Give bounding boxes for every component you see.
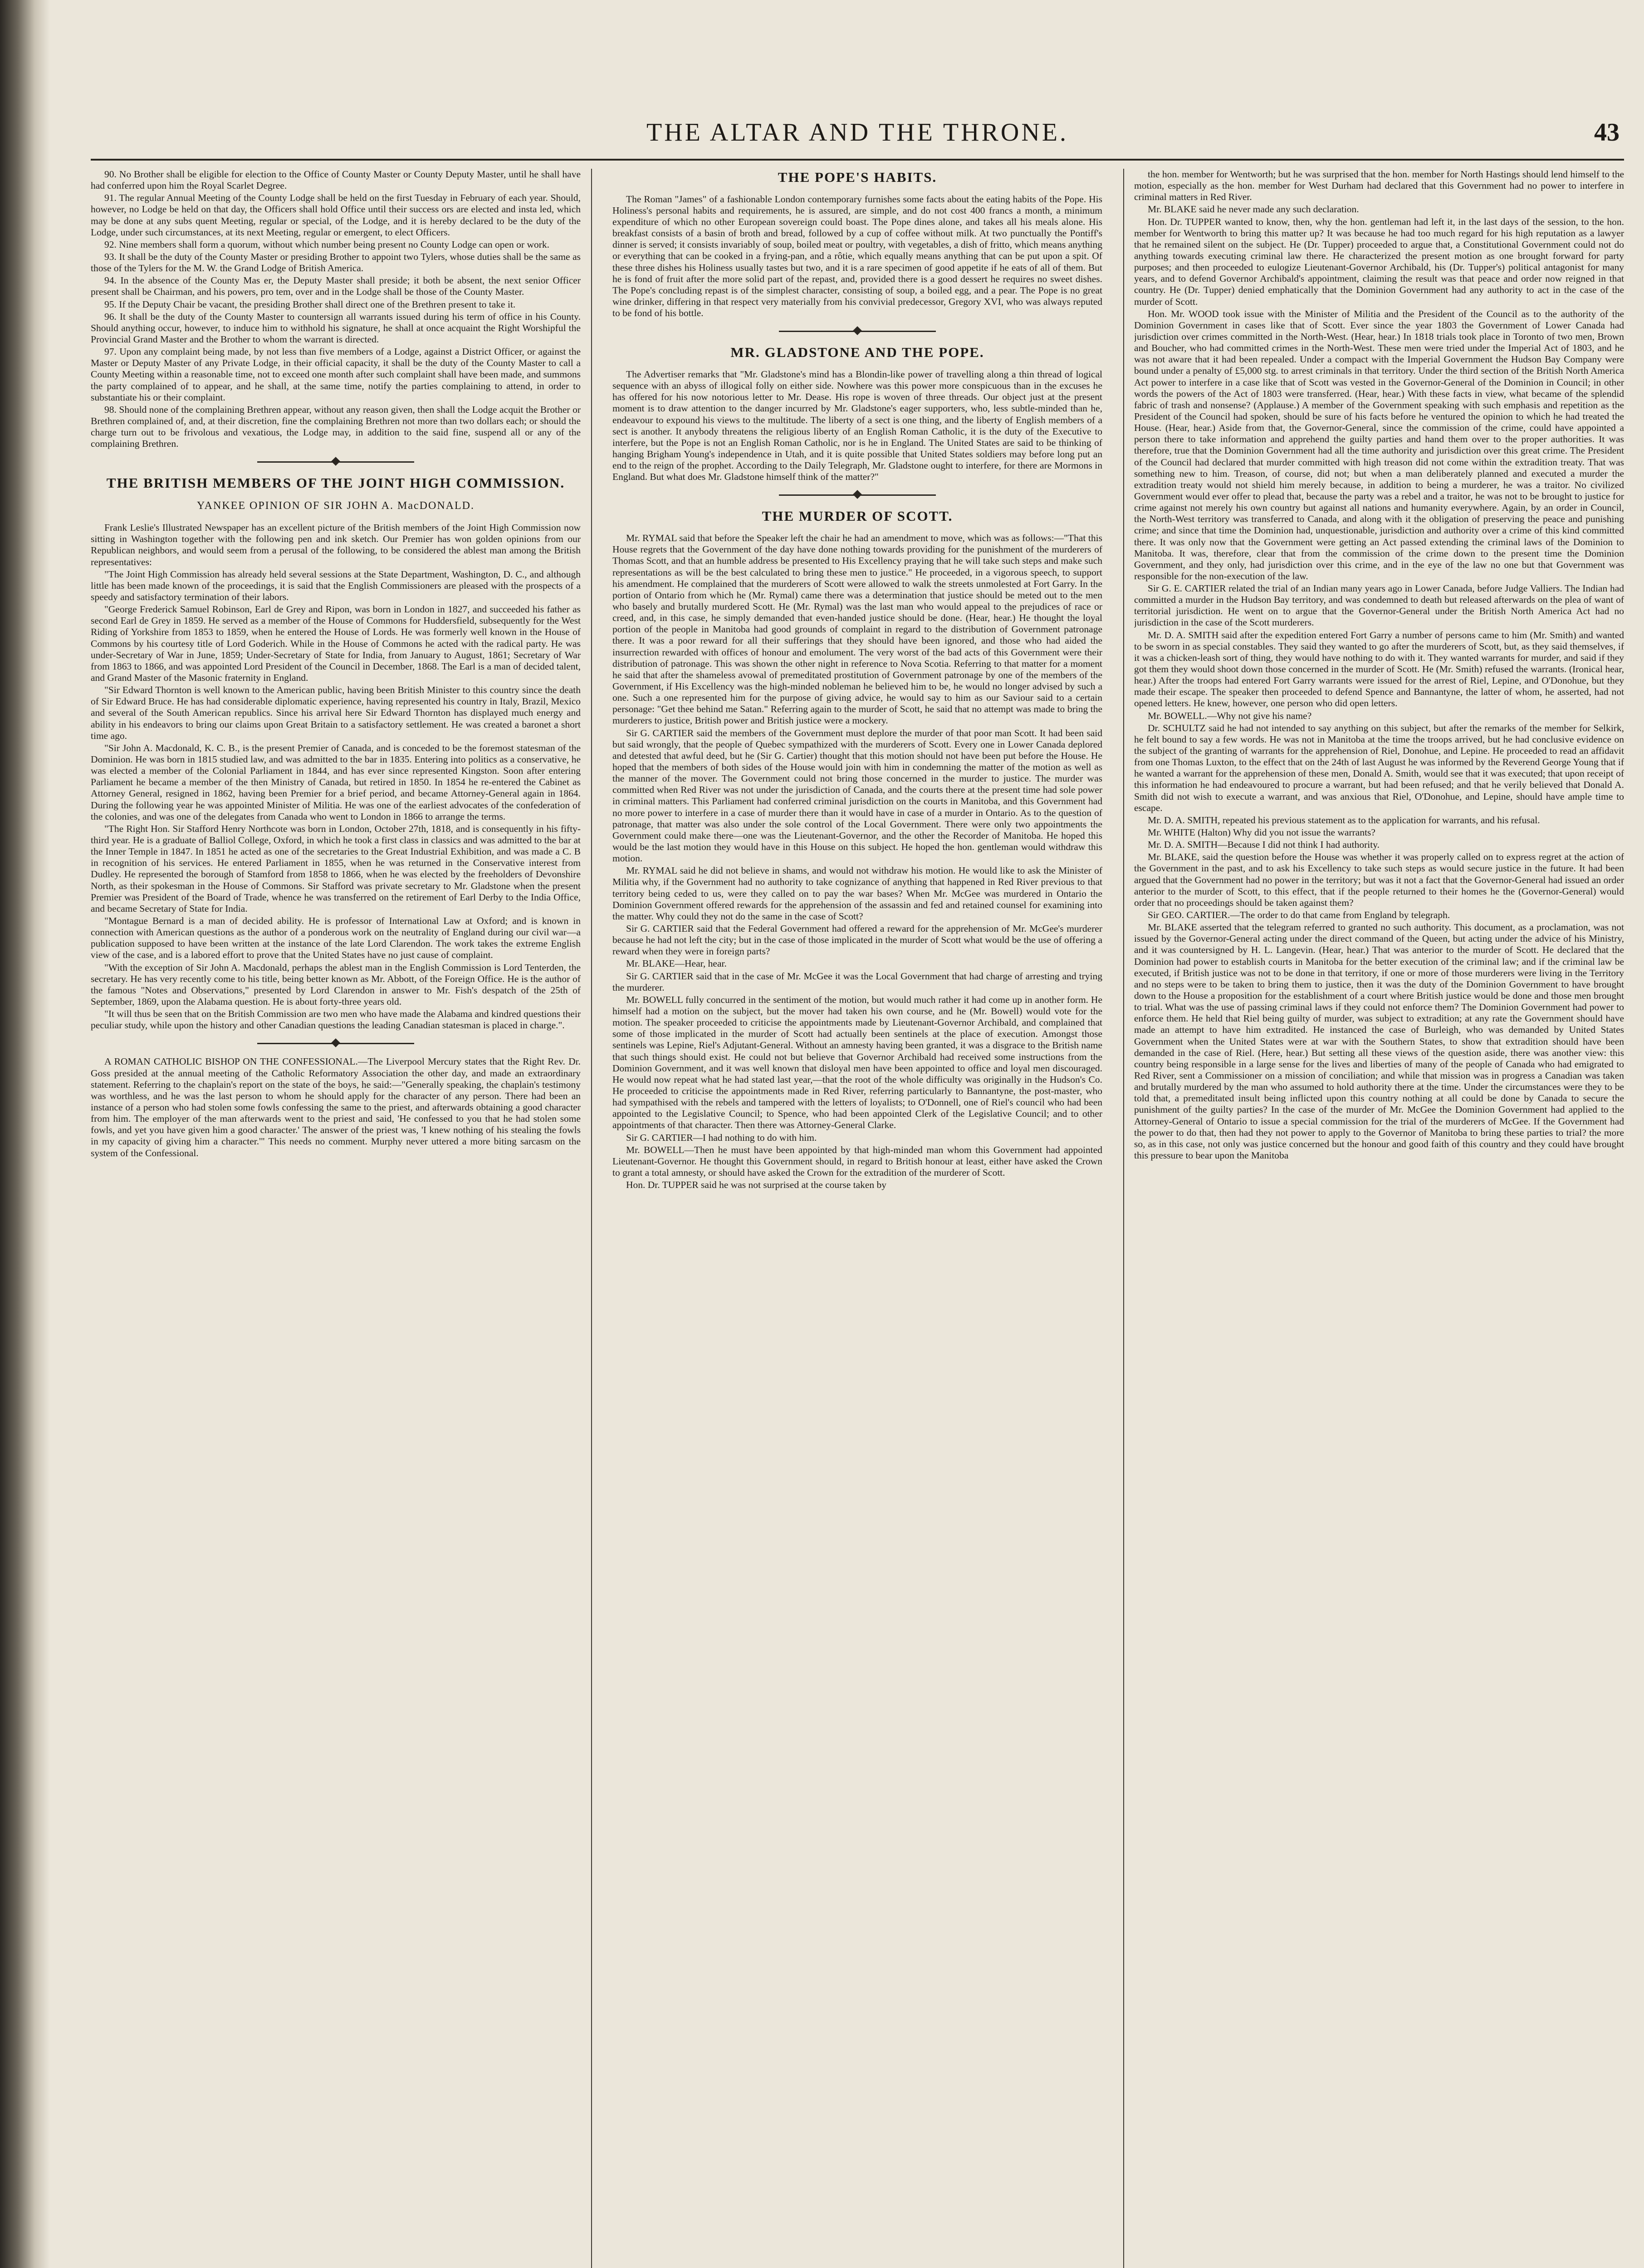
column-2 bbox=[612, 169, 1102, 2268]
paragraph: "Montague Bernard is a man of decided ability. He is professor of International Law at Oxford; and is known in connection with American questions as the author of a ponderous work on the neutrality of England during our civil war—a publication supposed to have been written at the instance of the late Lord Clarendon. The work takes the extreme English view of the case, and is a labored effort to prove that the United States have no just cause of complaint. bbox=[91, 915, 581, 961]
paragraph: 98. Should none of the complaining Brethren appear, without any reason given, then shall the Lodge acquit the Brother or Brethren complained of, and, at their discretion, fine the complaining Brethren not more than two dollars each; or should the charge turn out to be frivolous and vexatious, the Lodge may, in addition to the said fine, suspend all or any of the complaining Brethren. bbox=[91, 404, 581, 450]
columns bbox=[91, 169, 1624, 2268]
newspaper-page bbox=[91, 109, 1624, 2268]
paragraph: "The Joint High Commission has already held several sessions at the State Department, Washington, D. C., and although little has been made known of the proceedings, it is said that the English Commissioners are pleased with the prospects of a speedy and satisfactory termination of their labors. bbox=[91, 568, 581, 603]
paragraph: the hon. member for Wentworth; but he was surprised that the hon. member for North Hastings should lend himself to the motion, especially as the hon. member for West Durham had declared that this Government had no power to interfere in criminal matters in Red River. bbox=[1134, 169, 1624, 203]
article-subheading: YANKEE OPINION OF SIR JOHN A. MacDONALD. bbox=[197, 500, 475, 512]
paragraph: Hon. Mr. WOOD took issue with the Minister of Militia and the President of the Council as to the authority of the Dominion Government in cases like that of Scott. Ever since the year 1803 the Government of Lower Canada had jurisdiction over crimes committed in the North-West. (Hear, hear.) In 1818 trials took place in Toronto of two men, Brown and Boucher, who had committed crimes in the North-West. These men were tried under the Imperial Act of 1803, and he was not aware that it had been repealed. Under a compact with the Imperial Government the Hudson Bay Company were bound under a penalty of £5,000 stg. to arrest criminals in that territory. Under the third section of the British North America Act power to interfere in a case like that of Scott was vested in the Governor-General of the Dominion in Council; in other words the powers of the Act of 1803 were transferred. (Hear, hear.) With these facts in view, what became of the splendid fabric of trash and nonsense? (Applause.) A member of the Government speaking with such emphasis and repetition as the President of the Council had spoken, should be sure of his facts before he ventured the opinion to which he had treated the House. (Hear, hear.) Aside from that, the Governor-General, since the commission of the crime, could have appointed a person there to take information and apprehend the guilty parties and hand them over to the proper authorities. It was therefore, true that the Dominion Government had all the time authority and jurisdiction over this great crime. The President of the Council had declared that murder committed with high treason did not come within the extradition treaty. That was something new to him. Treason, of course, did not; but when a man deliberately planned and executed a murder the extradition treaty would not shield him merely because, in addition to being a murderer, he was a traitor. No civilized Government would ever offer to plead that, because the party was a rebel and a traitor, he was not to be brought to justice for crime against not merely his own country but against all nations and humanity everywhere. Again, by an order in Council, the North-West territory was transferred to Canada, and along with it the obligation of preserving the peace and punishing crime; and since that time the Dominion had, unquestionable, jurisdiction and authority over a crime of this kind committed there. It was only now that the Government were getting an Act passed extending the criminal laws of the Dominion to Manitoba. It was, therefore, clear that from the commission of the crime down to the present time the Dominion Government, and they only, had jurisdiction over this crime, and in the eye of the law no one but that Government was responsible for the non-execution of the law. bbox=[1134, 308, 1624, 582]
paragraph: "Sir Edward Thornton is well known to the American public, having been British Minister to this country since the death of Sir Edward Bruce. He has had considerable diplomatic experience, having represented his country in Italy, Brazil, Mexico and several of the South American republics. Since his arrival here Sir Edward Thornton has displayed much energy and ability in his endeavors to bring our claims upon Great Britain to a satisfactory settlement. He was created a baronet a short time ago. bbox=[91, 684, 581, 741]
paragraph: 91. The regular Annual Meeting of the County Lodge shall be held on the first Tuesday in February of each year. Should, however, no Lodge be held on that day, the Officers shall hold Office until their success ors are elected and insta led, which may be done at any subs quent Meeting, regular or special, of the Lodge, and it is hereby declared to be the duty of the Lodge, under such circumstances, at its next Meeting, regular or emergent, to elect Officers. bbox=[91, 192, 581, 238]
article-heading: THE MURDER OF SCOTT. bbox=[762, 508, 953, 524]
section-divider bbox=[257, 1043, 414, 1044]
paragraph: "It will thus be seen that on the British Commission are two men who have made the Alabama and kindred questions their peculiar study, while upon the history and other Canadian questions the leading Canadian statesman is placed in charge.". bbox=[91, 1008, 581, 1031]
paragraph: Mr. D. A. SMITH—Because I did not think I had authority. bbox=[1148, 839, 1380, 850]
paragraph: Mr. BLAKE—Hear, hear. bbox=[626, 958, 727, 969]
paragraph: 90. No Brother shall be eligible for election to the Office of County Master or County Deputy Master, until he shall have had conferred upon him the Royal Scarlet Degree. bbox=[91, 169, 581, 191]
paragraph: 95. If the Deputy Chair be vacant, the presiding Brother shall direct one of the Brethren present to take it. bbox=[104, 298, 516, 310]
paragraph: Mr. BOWELL—Then he must have been appointed by that high-minded man whom this Government had appointed Lieutenant-Governor. He thought this Government should, in regard to British honour at least, either have asked the Crown to grant a total amnesty, or should have asked the Crown for the extradition of the murderer of Scott. bbox=[612, 1144, 1102, 1178]
page-number: 43 bbox=[1594, 118, 1620, 147]
paragraph: "George Frederick Samuel Robinson, Earl de Grey and Ripon, was born in London in 1827, and succeeded his father as second Earl de Grey in 1859. He served as a member of the House of Commons for Huddersfield, subsequently for the West Riding of Yorkshire from 1853 to 1859, when he entered the House of Lords. He was formerly well known in the House of Commons by his courtesy title of Lord Goderich. While in the House of Commons he acted with the radical party. He was under-Secretary of War in June, 1859; Under-Secretary of State for India, from January to August, 1861; Secretary of War from 1863 to 1866, and was appointed Lord President of the Council in December, 1868. The Earl is a man of decided talent, and Grand Master of the Masonic fraternity in England. bbox=[91, 604, 581, 684]
paragraph: 97. Upon any complaint being made, by not less than five members of a Lodge, against a District Officer, or against the Master or Deputy Master of any Private Lodge, in their official capacity, it shall be the duty of the County Master to call a County Meeting within a reasonable time, not to exceed one month after such complaint shall have been made, and summons the party complained of to appear, and he shall, at the same time, notify the parties complaining to attend, in order to substantiate his or their complaint. bbox=[91, 346, 581, 403]
paragraph: 93. It shall be the duty of the County Master or presiding Brother to appoint two Tylers, whose duties shall be the same as those of the Tylers for the M. W. the Grand Lodge of British America. bbox=[91, 251, 581, 274]
article-heading: THE BRITISH MEMBERS OF THE JOINT HIGH COMMISSION. bbox=[106, 475, 565, 491]
paragraph: Mr. BOWELL fully concurred in the sentiment of the motion, but would much rather it had come up in another form. He himself had a motion on the subject, but the mover had taken his own course, and he (Mr. Bowell) would vote for the motion. The speaker proceeded to criticise the appointments made by Lieutenant-Governor Archibald, and complained that some of those implicated in the murder of Scott had actually been sentinels at the place of execution. Amongst those sentinels was Lepine, Riel's Adjutant-General. Without an amnesty having been granted, it was a disgrace to the British name that such things should exist. He could not but believe that Governor Archibald had received some instructions from the Dominion Government, and it was well known that disloyal men have been appointed to office and loyal men discouraged. He would now repeat what he had stated last year,—that the root of the whole difficulty was originally in the Hudson's Co. He proceeded to criticise the appointments made in Red River, referring particularly to Bannantyne, the post-master, who had sympathised with the rebels and tampered with the letters of loyalists; to O'Donnell, one of Riel's council who had been appointed to the Legislative Council; to Spence, who had been appointed Clerk of the Legislative Council; and to other appointments of that character. Then there was Attorney-General Clarke. bbox=[612, 994, 1102, 1131]
column-3 bbox=[1134, 169, 1624, 2268]
paragraph: Mr. D. A. SMITH, repeated his previous statement as to the application for warrants, and his refusal. bbox=[1148, 814, 1540, 826]
paragraph: 92. Nine members shall form a quorum, without which number being present no County Lodge can open or work. bbox=[104, 239, 550, 250]
paragraph: Mr. BLAKE said he never made any such declaration. bbox=[1148, 204, 1359, 215]
paragraph: Mr. BLAKE, said the question before the House was whether it was properly called on to express regret at the action of the Government in the past, and to ask his Excellency to take such steps as would secure justice in the future. It had been argued that the Government had no power in the territory; but was it not a fact that the Governor-General had issued an order anterior to the murder of Scott, to this effect, that if the people returned to their homes he the (Governor-General) would order that no proceedings should be taken against them? bbox=[1134, 851, 1624, 908]
page-header bbox=[91, 109, 1624, 161]
paragraph: Dr. SCHULTZ said he had not intended to say anything on this subject, but after the remarks of the member for Selkirk, he felt bound to say a few words. He was not in Manitoba at the time the troops arrived, but he had conclusive evidence on the subject of the granting of warrants for the apprehension of Riel, Donohue, and Lepine. He proceeded to read an affidavit from one Thomas Luxton, to the effect that on the 24th of last August he was informed by the Reverend George Young that if he wanted a warrant for the apprehension of these men, Donald A. Smith, would see that it was executed; that upon receipt of this information he had endeavoured to procure a warrant, but had been refused; and that he verily believed that Donald A. Smith did not wish to execute a warrant, and was anxious that Riel, O'Donohue, and Lepine, should have ample time to escape. bbox=[1134, 722, 1624, 813]
column-1 bbox=[91, 169, 581, 2268]
paragraph: Mr. BOWELL.—Why not give his name? bbox=[1148, 710, 1312, 721]
paragraph: Sir G. CARTIER said that the Federal Government had offered a reward for the apprehension of Mr. McGee's murderer because he had not left the city; but in the case of those implicated in the murder of Scott what would be the use of offering a reward when they were in foreign parts? bbox=[612, 923, 1102, 957]
paragraph: A ROMAN CATHOLIC BISHOP ON THE CONFESSIONAL.—The Liverpool Mercury states that the Right Rev. Dr. Goss presided at the annual meeting of the Catholic Reformatory Association the other day, and made an extraordinary statement. Referring to the chaplain's report on the state of the boys, he said:—"Generally speaking, the chaplain's testimony was worthless, and he was the last person to whom he should apply for the character of any person. There had been an instance of a person who had stolen some fowls confessing the same to the priest, and afterwards obtaining a good character from him. The employer of the man afterwards went to the priest and said, 'He confessed to you that he had stolen some fowls, and yet you have given him a good character.' The answer of the priest was, 'I knew nothing of his stealing the fowls in my capacity of giving him a character.'" This needs no comment. Murphy never uttered a more biting sarcasm on the system of the Confessional. bbox=[91, 1056, 581, 1158]
paragraph: 96. It shall be the duty of the County Master to countersign all warrants issued during his term of office in his County. Should anything occur, however, to induce him to withhold his signature, he shall at once acquaint the Right Worshipful the Provincial Grand Master and the Brother to whom the warrant is directed. bbox=[91, 311, 581, 345]
paragraph: "The Right Hon. Sir Stafford Henry Northcote was born in London, October 27th, 1818, and is consequently in his fifty-third year. He is a graduate of Balliol College, Oxford, in which he took a first class in classics and was admitted to the bar at the Inner Temple in 1847. In 1851 he acted as one of the secretaries to the Great Industrial Exhibition, and was made a C. B in recognition of his services. He entered Parliament in 1855, when he was returned in the Conservative interest from Dudley. He represented the borough of Stamford from 1858 to 1866, when he was elected by the freeholders of Devonshire North, as their spokesman in the House of Commons. Sir Stafford was private secretary to Mr. Gladstone when the present Premier was President of the Board of Trade, whence he was transferred on the retirement of Earl Derby to the India Office, and became Secretary of State for India. bbox=[91, 823, 581, 914]
paragraph: Mr. WHITE (Halton) Why did you not issue the warrants? bbox=[1148, 827, 1375, 838]
running-title: THE ALTAR AND THE THRONE. bbox=[646, 118, 1068, 147]
paragraph: Sir G. CARTIER said that in the case of Mr. McGee it was the Local Government that had charge of arresting and trying the murderer. bbox=[612, 970, 1102, 993]
section-divider bbox=[779, 331, 936, 332]
paragraph: Sir GEO. CARTIER.—The order to do that came from England by telegraph. bbox=[1148, 909, 1450, 920]
paragraph: Mr. BLAKE asserted that the telegram referred to granted no such authority. This document, as a proclamation, was not issued by the Governor-General acting under the direct command of the Queen, but acting under the advice of his Ministry, and it was countersigned by H. L. Langevin. (Hear, hear.) That was anterior to the murder of Scott. He declared that the Dominion had power to establish courts in Manitoba for the better execution of the criminal law; and if the criminal law be executed, if British justice was not to be done in that territory, if one or more of those murderers were living in the Territory and no steps were to be taken to bring them to justice, then it was the duty of the Dominion Government to have brought down to the House a proposition for the establishment of a court where British justice would be done and those men brought to trial. What was the use of passing criminal laws if they could not enforce them? The Dominion Government had power to enforce them. He held that Riel being guilty of murder, was subject to extradition; at any rate the Government should have made an attempt to have him extradited. He instanced the case of Burleigh, who was demanded by United States Government when the United States were at war with the Southern States, to show that extradition should have been demanded in the case of Riel. (Here, hear.) But setting all these views of the question aside, there was another view: this country being responsible in a large sense for the lives and liberties of many of the people of Canada who had emigrated to Red River, sent a Commissioner on a mission of conciliation; and while that mission was in progress a Canadian was taken and brutally murdered by the man who assumed to hold authority there at the time. Under the circumstances were they to be told that, a premeditated insult being inflicted upon this country nothing at all could be done by Canada to secure the punishment of the guilty parties? In the case of the murder of Mr. McGee the Dominion Government had applied to the Attorney-General of Ontario to issue a special commission for the trial of the murderers of McGee. If the Government had the power to do that, then had they not power to apply to the Governor of Manitoba to bring these parties to trial? the more so, as in this case, not only was justice concerned but the honour and good faith of this country and they could have brought this pressure to bear upon the Manitoba bbox=[1134, 922, 1624, 1161]
paragraph: Sir G. CARTIER said the members of the Government must deplore the murder of that poor man Scott. It had been said but said wrongly, that the people of Quebec sympathized with the murderers of Scott. Every one in Lower Canada deplored and detested that awful deed, but he (Sir G. Cartier) thought that this motion should not have been put before the House. He hoped that the members of both sides of the House would join with him in condemning the matter of the motion as well as the manner of the mover. The Government could not bring those concerned in the murder to justice. The murder was committed when Red River was not under the jurisdiction of Canada, and the courts there at the present time had sole power in criminal matters. This Parliament had conferred criminal jurisdiction on the courts in Manitoba, and this Government had no more power to interfere in a case of murder there than it would have in case of a murder in Ontario. As to the question of patronage, that matter was also under the sole control of the Local Government. There were only two appointments the Government could make there—one was the Lieutenant-Governor, and the other the Recorder of Manitoba. He hoped this would be the last motion they would have in this House on this subject. He hoped the hon. gentleman would withdraw this motion. bbox=[612, 727, 1102, 864]
binding-edge bbox=[0, 0, 50, 2268]
paragraph: "Sir John A. Macdonald, K. C. B., is the present Premier of Canada, and is conceded to be the foremost statesman of the Dominion. He was born in 1815 studied law, and was admitted to the bar in 1835. Entering into politics as a conservative, he was elected a member of the Colonial Parliament in 1844, and has ever since represented Kingston. Soon after entering Parliament he became a member of the then Ministry of Canada, but retired in 1850. In 1854 he re-entered the Cabinet as Attorney General, resigned in 1862, having been Premier for a brief period, and became Attorney-General again in 1864. During the following year he was appointed Minister of Militia. He was one of the earliest advocates of the confederation of the colonies, and was one of the delegates from Canada who went to London in 1866 to arrange the terms. bbox=[91, 742, 581, 822]
paragraph: Mr. RYMAL said he did not believe in shams, and would not withdraw his motion. He would like to ask the Minister of Militia why, if the Government had no authority to take cognizance of anything that happened in Red River previous to that territory being ceded to us, were they called on to pay the war bases? When Mr. McGee was murdered in Ontario the Dominion Government offered rewards for the apprehension of the assassin and fed and retained counsel for examining into the matter. Why could they not do the same in the case of Scott? bbox=[612, 865, 1102, 922]
article-heading: MR. GLADSTONE AND THE POPE. bbox=[730, 344, 984, 361]
paragraph: Sir G. E. CARTIER related the trial of an Indian many years ago in Lower Canada, before Judge Valliers. The Indian had committed a murder in the Hudson Bay territory, and was condemned to death but released afterwards on the plea of want of territorial jurisdiction. He went on to argue that the Governor-General under the British North America Act had no jurisdiction in the case of the Scott murderers. bbox=[1134, 583, 1624, 628]
paragraph: Mr. D. A. SMITH said after the expedition entered Fort Garry a number of persons came to him (Mr. Smith) and wanted to be sworn in as special constables. They said they wanted to go after the murderers of Scott, but, as they said themselves, if it was a chicken-leash sort of thing, they would have nothing to do with it. They wanted warrants for murder, and said if they got them they would shoot down those concerned in the murder of Scott. He (Mr. Smith) refused the warrants. (Ironical hear, hear.) After the troops had entered Fort Garry warrants were issued for the arrest of Riel, Lepine, and O'Donohue, but they made their escape. The speaker then proceeded to defend Spence and Bannantyne, the latter of whom, he asserted, had not opened letters. He knew, however, one person who did open letters. bbox=[1134, 629, 1624, 709]
paragraph: Hon. Dr. TUPPER wanted to know, then, why the hon. gentleman had left it, in the last days of the session, to the hon. member for Wentworth to bring this matter up? It was because he had too much regard for his high reputation as a lawyer that he remained silent on the subject. He (Dr. Tupper) proceeded to argue that, a Constitutional Government could not do anything towards executing criminal law there. He characterized the present motion as one brought forward for party purposes; and then proceeded to eulogize Lieutenant-Governor Archibald, his (Dr. Tupper's) political antagonist for many years, and to defend Governor Archibald's appointment, claiming the result was that peace and order now reigned in that country. He (Dr. Tupper) denied emphatically that the Dominion Government had any authority to act in the case of the murder of Scott. bbox=[1134, 216, 1624, 307]
paragraph: Mr. RYMAL said that before the Speaker left the chair he had an amendment to move, which was as follows:—"That this House regrets that the Government of the day have done nothing towards providing for the punishment of the murderers of Thomas Scott, and that an humble address be presented to His Excellency praying that he will take such steps and make such representations as will be the best calculated to bring these men to justice." He proceeded, in a vigorous speech, to support his amendment. He complained that the murderers of Scott were allowed to walk the streets unmolested at Fort Garry. In the portion of Ontario from which he (Mr. Rymal) came there was a determination that justice should be meted out to the men who basely and brutally murdered Scott. He (Mr. Rymal) was the last man who would appeal to the prejudices of race or creed, and, in this case, he simply demanded that even-handed justice should be done. (Hear, hear.) He thought the loyal portion of the people in Manitoba had good grounds of complaint in regard to the distribution of Government patronage there. It was a poor reward for all their sufferings that they should have been ignored, and those who had aided the insurrection rewarded with offices of honour and emolument. The very worst of the bad acts of this Government were their distribution of patronage. This was shown the other night in reference to Nova Scotia. Referring to that matter for a moment he said that after the shameless avowal of premeditated prostitution of Government patronage by one of the members of the Government, if His Excellency was the high-minded nobleman he believed him to be, he would no longer advised by such a one. Such a one represented him for the purpose of giving advice, he would say to him as our Saviour said to a certain personage: "Get thee behind me Satan." Referring again to the murder of Scott, he said that no attempt was made to bring the murderers to justice, British power and British justice were a mockery. bbox=[612, 533, 1102, 726]
paragraph: Sir G. CARTIER—I had nothing to do with him. bbox=[626, 1132, 817, 1143]
paragraph: "With the exception of Sir John A. Macdonald, perhaps the ablest man in the English Commission is Lord Tenterden, the secretary. He has very recently come to his title, being better known as Mr. Abbott, of the Foreign Office. He is the author of the famous "Notes and Observations," presented by Lord Clarendon in answer to Mr. Fish's despatch of the 25th of September, 1869, upon the Alabama question. He is about forty-three years old. bbox=[91, 962, 581, 1007]
section-divider bbox=[779, 494, 936, 496]
paragraph: 94. In the absence of the County Mas er, the Deputy Master shall preside; it both be absent, the next senior Officer present shall be Chairman, and his powers, pro tem, over and in the Lodge shall be those of the County Master. bbox=[91, 275, 581, 298]
section-divider bbox=[257, 461, 414, 463]
paragraph: Hon. Dr. TUPPER said he was not surprised at the course taken by bbox=[626, 1179, 887, 1191]
paragraph: The Advertiser remarks that "Mr. Gladstone's mind has a Blondin-like power of travelling along a thin thread of logical sequence with an abyss of illogical folly on either side. Nowhere was this power more conspicuous than in the excuses he has offered for his now notorious letter to Mr. Dease. His rope is woven of three threads. Our object just at the present moment is to draw attention to the danger incurred by Mr. Gladstone's eager supporters, who, less subtle-minded than he, endeavour to expound his views to the multitude. The liberty of a sect is one thing, and the liberty of English members of a sect is another. It anybody threatens the religious liberty of an English Roman Catholic, it is the duty of the Executive to interfere, but the Pope is not an English Roman Catholic, nor is he in England. The United States are said to be thinking of hanging Brigham Young's independence in Utah, and it is quite possible that United States soldiers may before long put an end to the reign of the prophet. According to the Daily Telegraph, Mr. Gladstone ought to interfere, for there are Mormons in England. But what does Mr. Gladstone himself think of the matter?" bbox=[612, 369, 1102, 483]
article-heading: THE POPE'S HABITS. bbox=[778, 169, 937, 185]
paragraph: The Roman "James" of a fashionable London contemporary furnishes some facts about the eating habits of the Pope. His Holiness's personal habits and requirements, he is assured, are simple, and do not cost 400 francs a month, a minimum expenditure of which no other European sovereign could boast. The Pope dines alone, and takes all his meals alone. His breakfast consists of a basin of broth and bread, followed by a cup of coffee without milk. At two punctually the Pontiff's dinner is served; it consists invariably of soup, boiled meat or poultry, with vegetables, a dish of fritto, which means anything or everything that can be cooked in a frying-pan, and a rôtie, which equally means anything that can be put upon a spit. Of these three dishes his Holiness usually tastes but two, and it is a rare specimen of good appetite if he eats of all of them. But he is fond of fruit after the more solid part of the repast, and, provided there is a good dessert he requires no sweet dishes. The Pope's concluding repast is of the simplest character, consisting of soup, a boiled egg, and a pear. The Pope is no great wine drinker, differing in that respect very materially from his convivial predecessor, Gregory XVI, who was always reputed to be fond of his bottle. bbox=[612, 193, 1102, 319]
paragraph: Frank Leslie's Illustrated Newspaper has an excellent picture of the British members of the Joint High Commission now sitting in Washington together with the following pen and ink sketch. Our Premier has won golden opinions from our Republican neighbors, and would seem from a perusal of the following, to be considered the ablest man among the British representatives: bbox=[91, 522, 581, 567]
